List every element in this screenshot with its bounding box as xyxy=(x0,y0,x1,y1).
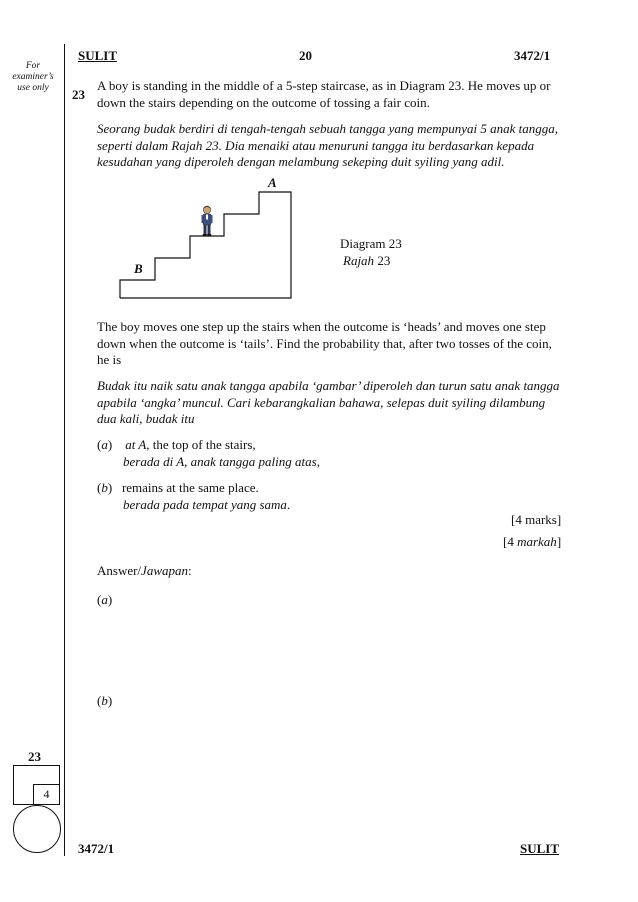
question-ms-line1: Seorang budak berdiri di tengah-tengah sebuah tangga yang mempunyai 5 anak tangga, xyxy=(97,121,558,136)
caption-ms-word: Rajah xyxy=(343,252,375,268)
part-a-en-post: , the top of the stairs, xyxy=(146,437,256,452)
examiner-note-line1: For xyxy=(25,61,41,71)
answer-b-letter: b xyxy=(101,693,108,708)
answer-label xyxy=(97,563,192,580)
header-page-number: 20 xyxy=(299,48,312,63)
question-ms-line2: seperti dalam Rajah 23. Dia menaiki atau menuruni tangga itu berdasarkan kepada xyxy=(97,137,535,153)
marks-ms-word: markah xyxy=(517,534,557,549)
boy-figure xyxy=(202,206,213,236)
body-en-line1: The boy moves one step up the stairs when the outcome is ‘heads’ and moves one step xyxy=(97,319,546,334)
answer-label-en: Answer/ xyxy=(97,563,142,578)
part-b-ms: berada pada tempat yang sama. xyxy=(123,496,291,512)
part-b-en-text: remains at the same place. xyxy=(121,480,259,495)
answer-a-label: (a) xyxy=(97,592,113,607)
part-b-en: (b) remains at the same place. xyxy=(97,480,259,495)
body-en-line2: down when the outcome is ‘tails’. Find the probability that, after two tosses of the coin, xyxy=(97,335,552,351)
part-a-label: a xyxy=(101,437,108,452)
body-en-line3: he is xyxy=(97,352,122,367)
diagram-caption-en: Diagram 23 xyxy=(340,236,402,251)
body-ms xyxy=(97,378,577,428)
marks-ms xyxy=(503,534,561,551)
question-en-line1: A boy is standing in the middle of a 5-step staircase, as in Diagram 23. He moves up or xyxy=(97,78,551,93)
caption-ms-num: 23 xyxy=(374,252,391,268)
examiner-note xyxy=(8,61,58,94)
examiner-note-line3: use only xyxy=(17,83,49,93)
examiner-note-line2: examiner’s xyxy=(12,72,54,82)
part-b xyxy=(97,480,557,513)
diagram-caption-ms xyxy=(340,253,402,270)
body-ms-line3: dua kali, budak itu xyxy=(97,411,195,426)
answer-label-ms: Jawapan xyxy=(141,563,188,578)
footer-left: 3472/1 xyxy=(78,841,115,856)
header-right: 3472/1 xyxy=(514,48,551,63)
answer-b-label: (b) xyxy=(97,693,113,708)
marks-box-value: 4 xyxy=(43,787,50,801)
question-en-line2: down the stairs depending on the outcome of tossing a fair coin. xyxy=(97,94,430,110)
marks-ms-open: [4 xyxy=(503,534,518,549)
marks-en: [4 marks] xyxy=(511,512,562,527)
question-ms-line3: kesudahan yang diperoleh dengan melambung sekeping duit syiling yang adil. xyxy=(97,154,505,169)
diagram-caption xyxy=(340,236,402,269)
marks-box-inner xyxy=(33,784,60,805)
part-b-ms-text: berada pada tempat yang sama xyxy=(123,496,287,512)
sidebar-question-number: 23 xyxy=(28,749,41,764)
answer-colon: : xyxy=(188,563,192,578)
question-ms xyxy=(97,121,577,171)
part-a-en-pre: at xyxy=(125,437,139,452)
label-b: B xyxy=(134,261,143,276)
header-left: SULIT xyxy=(78,48,118,63)
part-a xyxy=(97,437,557,470)
label-a: A xyxy=(268,175,277,190)
body-en xyxy=(97,319,577,369)
margin-rule xyxy=(64,44,65,856)
question-number: 23 xyxy=(72,87,85,102)
part-a-ms: berada di A, anak tangga paling atas, xyxy=(123,453,320,469)
answer-a-letter: a xyxy=(101,592,108,607)
score-circle xyxy=(13,805,61,853)
part-b-label: b xyxy=(101,480,108,495)
footer-right: SULIT xyxy=(520,841,560,856)
marks-ms-close: ] xyxy=(556,534,562,549)
staircase-diagram xyxy=(115,178,305,303)
part-a-ms-text: berada di A, anak tangga paling atas xyxy=(123,453,317,469)
part-a-en: (a) at A, the top of the stairs, xyxy=(97,437,256,452)
part-a-en-a: A xyxy=(138,437,147,452)
body-ms-line1: Budak itu naik satu anak tangga apabila ‘gambar’ diperoleh dan turun satu anak tangga xyxy=(97,378,560,393)
body-ms-line2: apabila ‘angka’ muncul. Cari kebarangkalian bahawa, selepas duit syiling dilambung xyxy=(97,394,546,410)
question-en xyxy=(97,78,567,111)
